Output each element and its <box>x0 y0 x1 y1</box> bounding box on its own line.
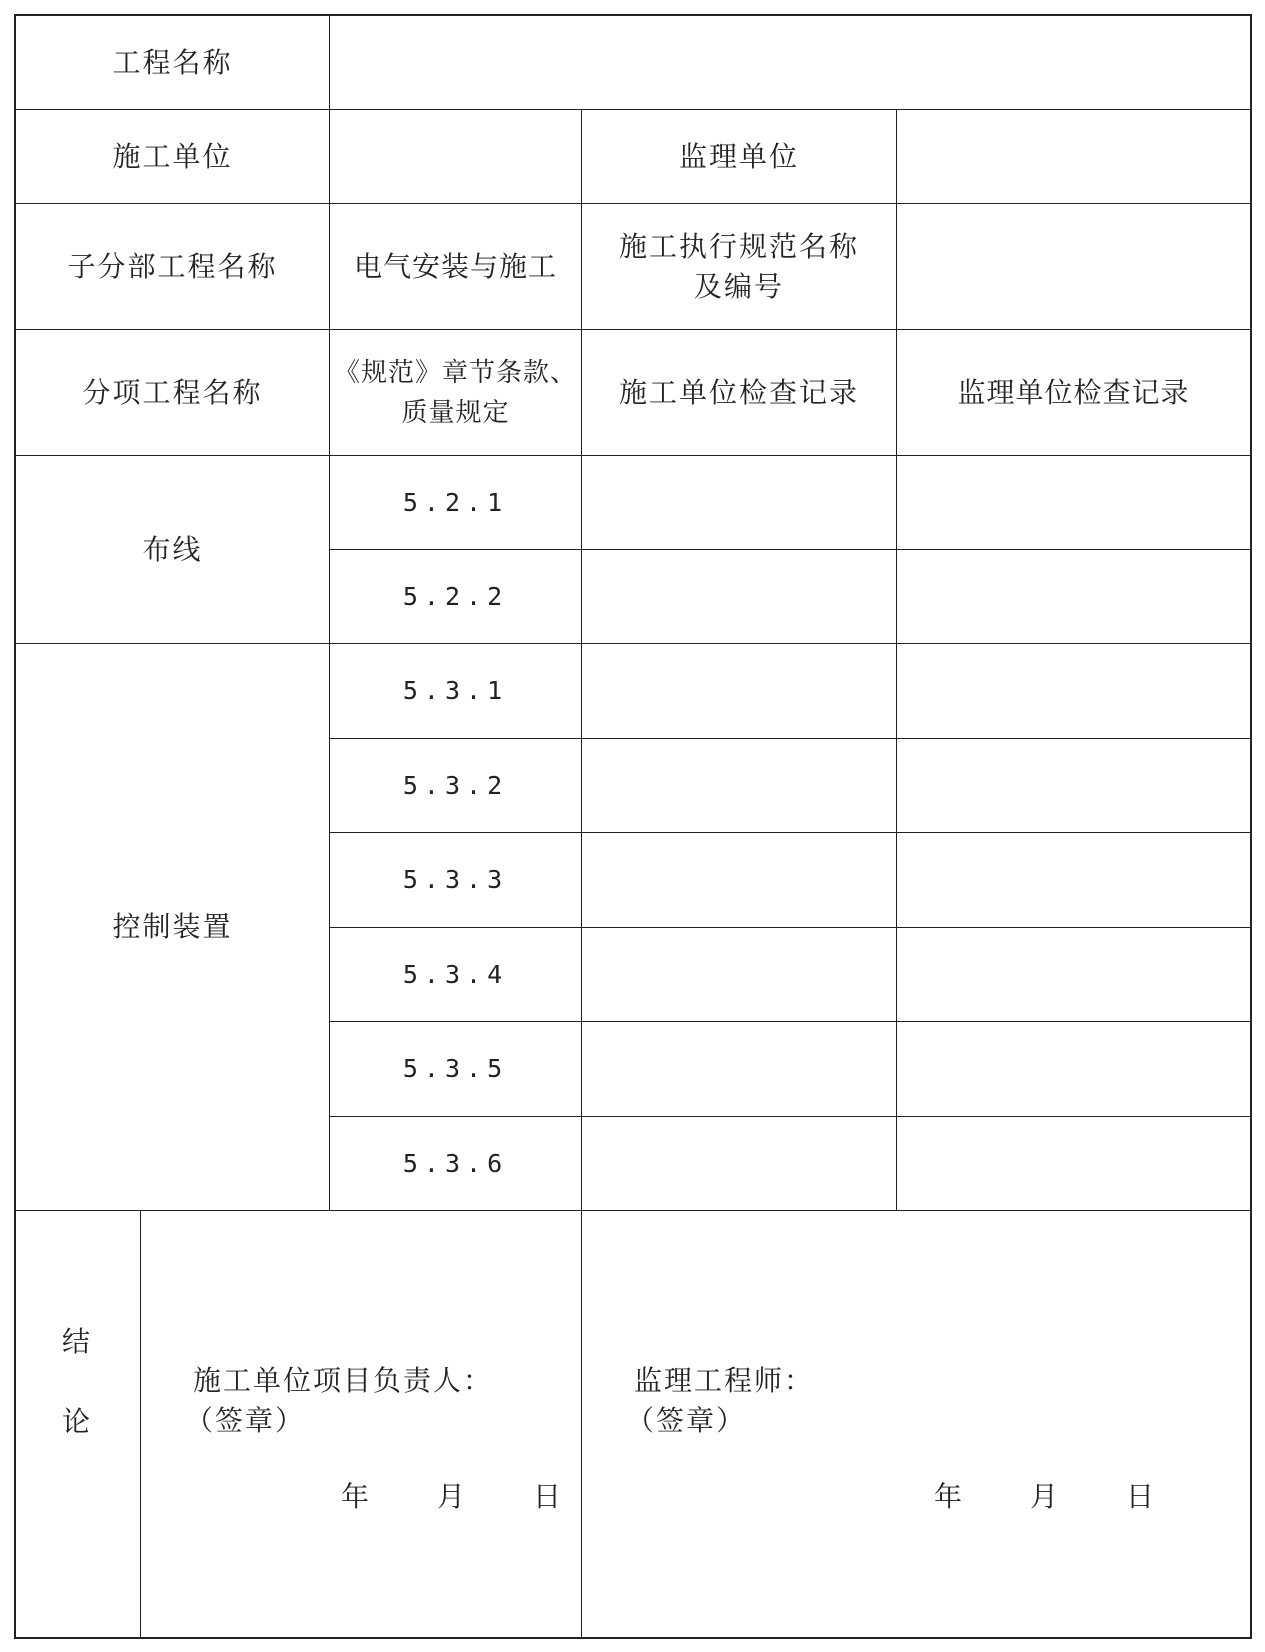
contractor-check-cell[interactable] <box>582 644 896 738</box>
supervisor-label: 监理单位 <box>678 139 799 173</box>
clause-number: 5.2.1 <box>402 487 509 517</box>
clause-number: 5.3.3 <box>402 865 509 894</box>
supervisor-check-cell[interactable] <box>897 1117 1250 1210</box>
contractor-field[interactable] <box>330 110 581 203</box>
sub-division-label: 子分部工程名称 <box>67 249 278 283</box>
supervisor-check-cell[interactable] <box>897 928 1250 1021</box>
acceptance-record-form <box>14 14 1252 1639</box>
contractor-label: 施工单位 <box>112 139 233 173</box>
group-name-wiring: 布线 <box>142 532 203 566</box>
supervisor-check-cell[interactable] <box>897 550 1250 643</box>
clause-number: 5.3.6 <box>402 1148 509 1178</box>
contractor-seal-label: （签章） <box>185 1404 306 1437</box>
conclusion-label-char1: 结 <box>62 1325 93 1358</box>
clause-number: 5.2.2 <box>402 581 509 611</box>
sub-division-value: 电气安装与施工 <box>353 249 557 283</box>
supervisor-check-cell[interactable] <box>897 456 1250 549</box>
spec-name-label-line1: 施工执行规范名称 <box>618 229 859 263</box>
contractor-check-cell[interactable] <box>582 833 896 927</box>
supervisor-signature-area[interactable] <box>582 1211 1250 1637</box>
conclusion-label-char2: 论 <box>62 1405 93 1438</box>
supervisor-check-cell[interactable] <box>897 644 1250 738</box>
supervisor-check-label: 监理单位检查记录 <box>957 375 1190 409</box>
spec-name-field[interactable] <box>897 204 1250 329</box>
supervisor-seal-label: （签章） <box>626 1404 747 1437</box>
contractor-date-year: 年 <box>341 1480 372 1513</box>
clause-number: 5.3.1 <box>402 676 509 705</box>
contractor-check-cell[interactable] <box>582 550 896 643</box>
group-name-control-devices: 控制装置 <box>112 910 233 943</box>
contractor-sign-label: 施工单位项目负责人： <box>193 1364 494 1397</box>
clause-number: 5.3.4 <box>402 959 509 989</box>
contractor-signature-area[interactable] <box>141 1211 581 1637</box>
contractor-check-label: 施工单位检查记录 <box>618 375 859 409</box>
contractor-date-month: 月 <box>437 1480 468 1513</box>
supervisor-date-day: 日 <box>1126 1480 1157 1513</box>
clause-label-line1: 《规范》章节条款、 <box>333 357 577 388</box>
supervisor-date-month: 月 <box>1030 1480 1061 1513</box>
contractor-check-cell[interactable] <box>582 1022 896 1116</box>
clause-number: 5.3.5 <box>402 1054 509 1083</box>
item-name-label: 分项工程名称 <box>82 375 263 409</box>
clause-label-line2: 质量规定 <box>401 397 510 428</box>
clause-label <box>330 330 581 455</box>
clause-number: 5.3.2 <box>402 770 509 800</box>
project-name-field[interactable] <box>330 16 1250 109</box>
contractor-check-cell[interactable] <box>582 1117 896 1210</box>
supervisor-check-cell[interactable] <box>897 739 1250 832</box>
contractor-check-cell[interactable] <box>582 928 896 1021</box>
supervisor-check-cell[interactable] <box>897 1022 1250 1116</box>
supervisor-check-cell[interactable] <box>897 833 1250 927</box>
project-name-label: 工程名称 <box>112 45 233 79</box>
supervisor-sign-label: 监理工程师： <box>634 1364 815 1397</box>
supervisor-date-year: 年 <box>934 1480 965 1513</box>
supervisor-field[interactable] <box>897 110 1250 203</box>
spec-name-label <box>582 204 896 329</box>
contractor-check-cell[interactable] <box>582 739 896 832</box>
contractor-check-cell[interactable] <box>582 456 896 549</box>
contractor-date-day: 日 <box>533 1480 564 1513</box>
spec-name-label-line2: 及编号 <box>693 269 784 303</box>
